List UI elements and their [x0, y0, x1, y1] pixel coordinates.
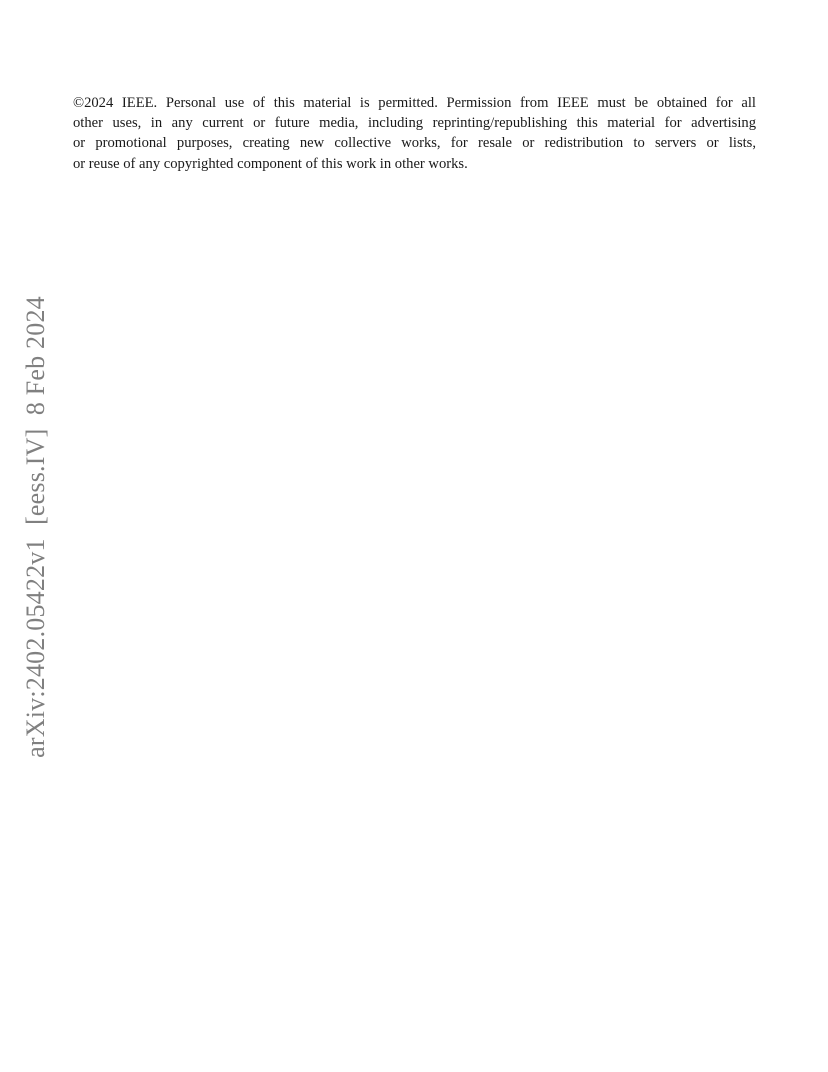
- copyright-notice-line: or promotional purposes, creating new collective works, for resale or redistribution to servers or lists,: [73, 135, 756, 152]
- copyright-notice-line: ©2024 IEEE. Personal use of this material is permitted. Permission from IEEE must be obtained for all: [73, 95, 756, 111]
- copyright-notice-line: other uses, in any current or future media, including reprinting/republishing this material for advertising: [73, 115, 756, 132]
- copyright-notice-line: or reuse of any copyrighted component of this work in other works.: [73, 155, 468, 172]
- copyright-notice: [73, 93, 756, 174]
- arxiv-identifier-stamp: arXiv:2402.05422v1 [eess.IV] 8 Feb 2024: [21, 296, 50, 758]
